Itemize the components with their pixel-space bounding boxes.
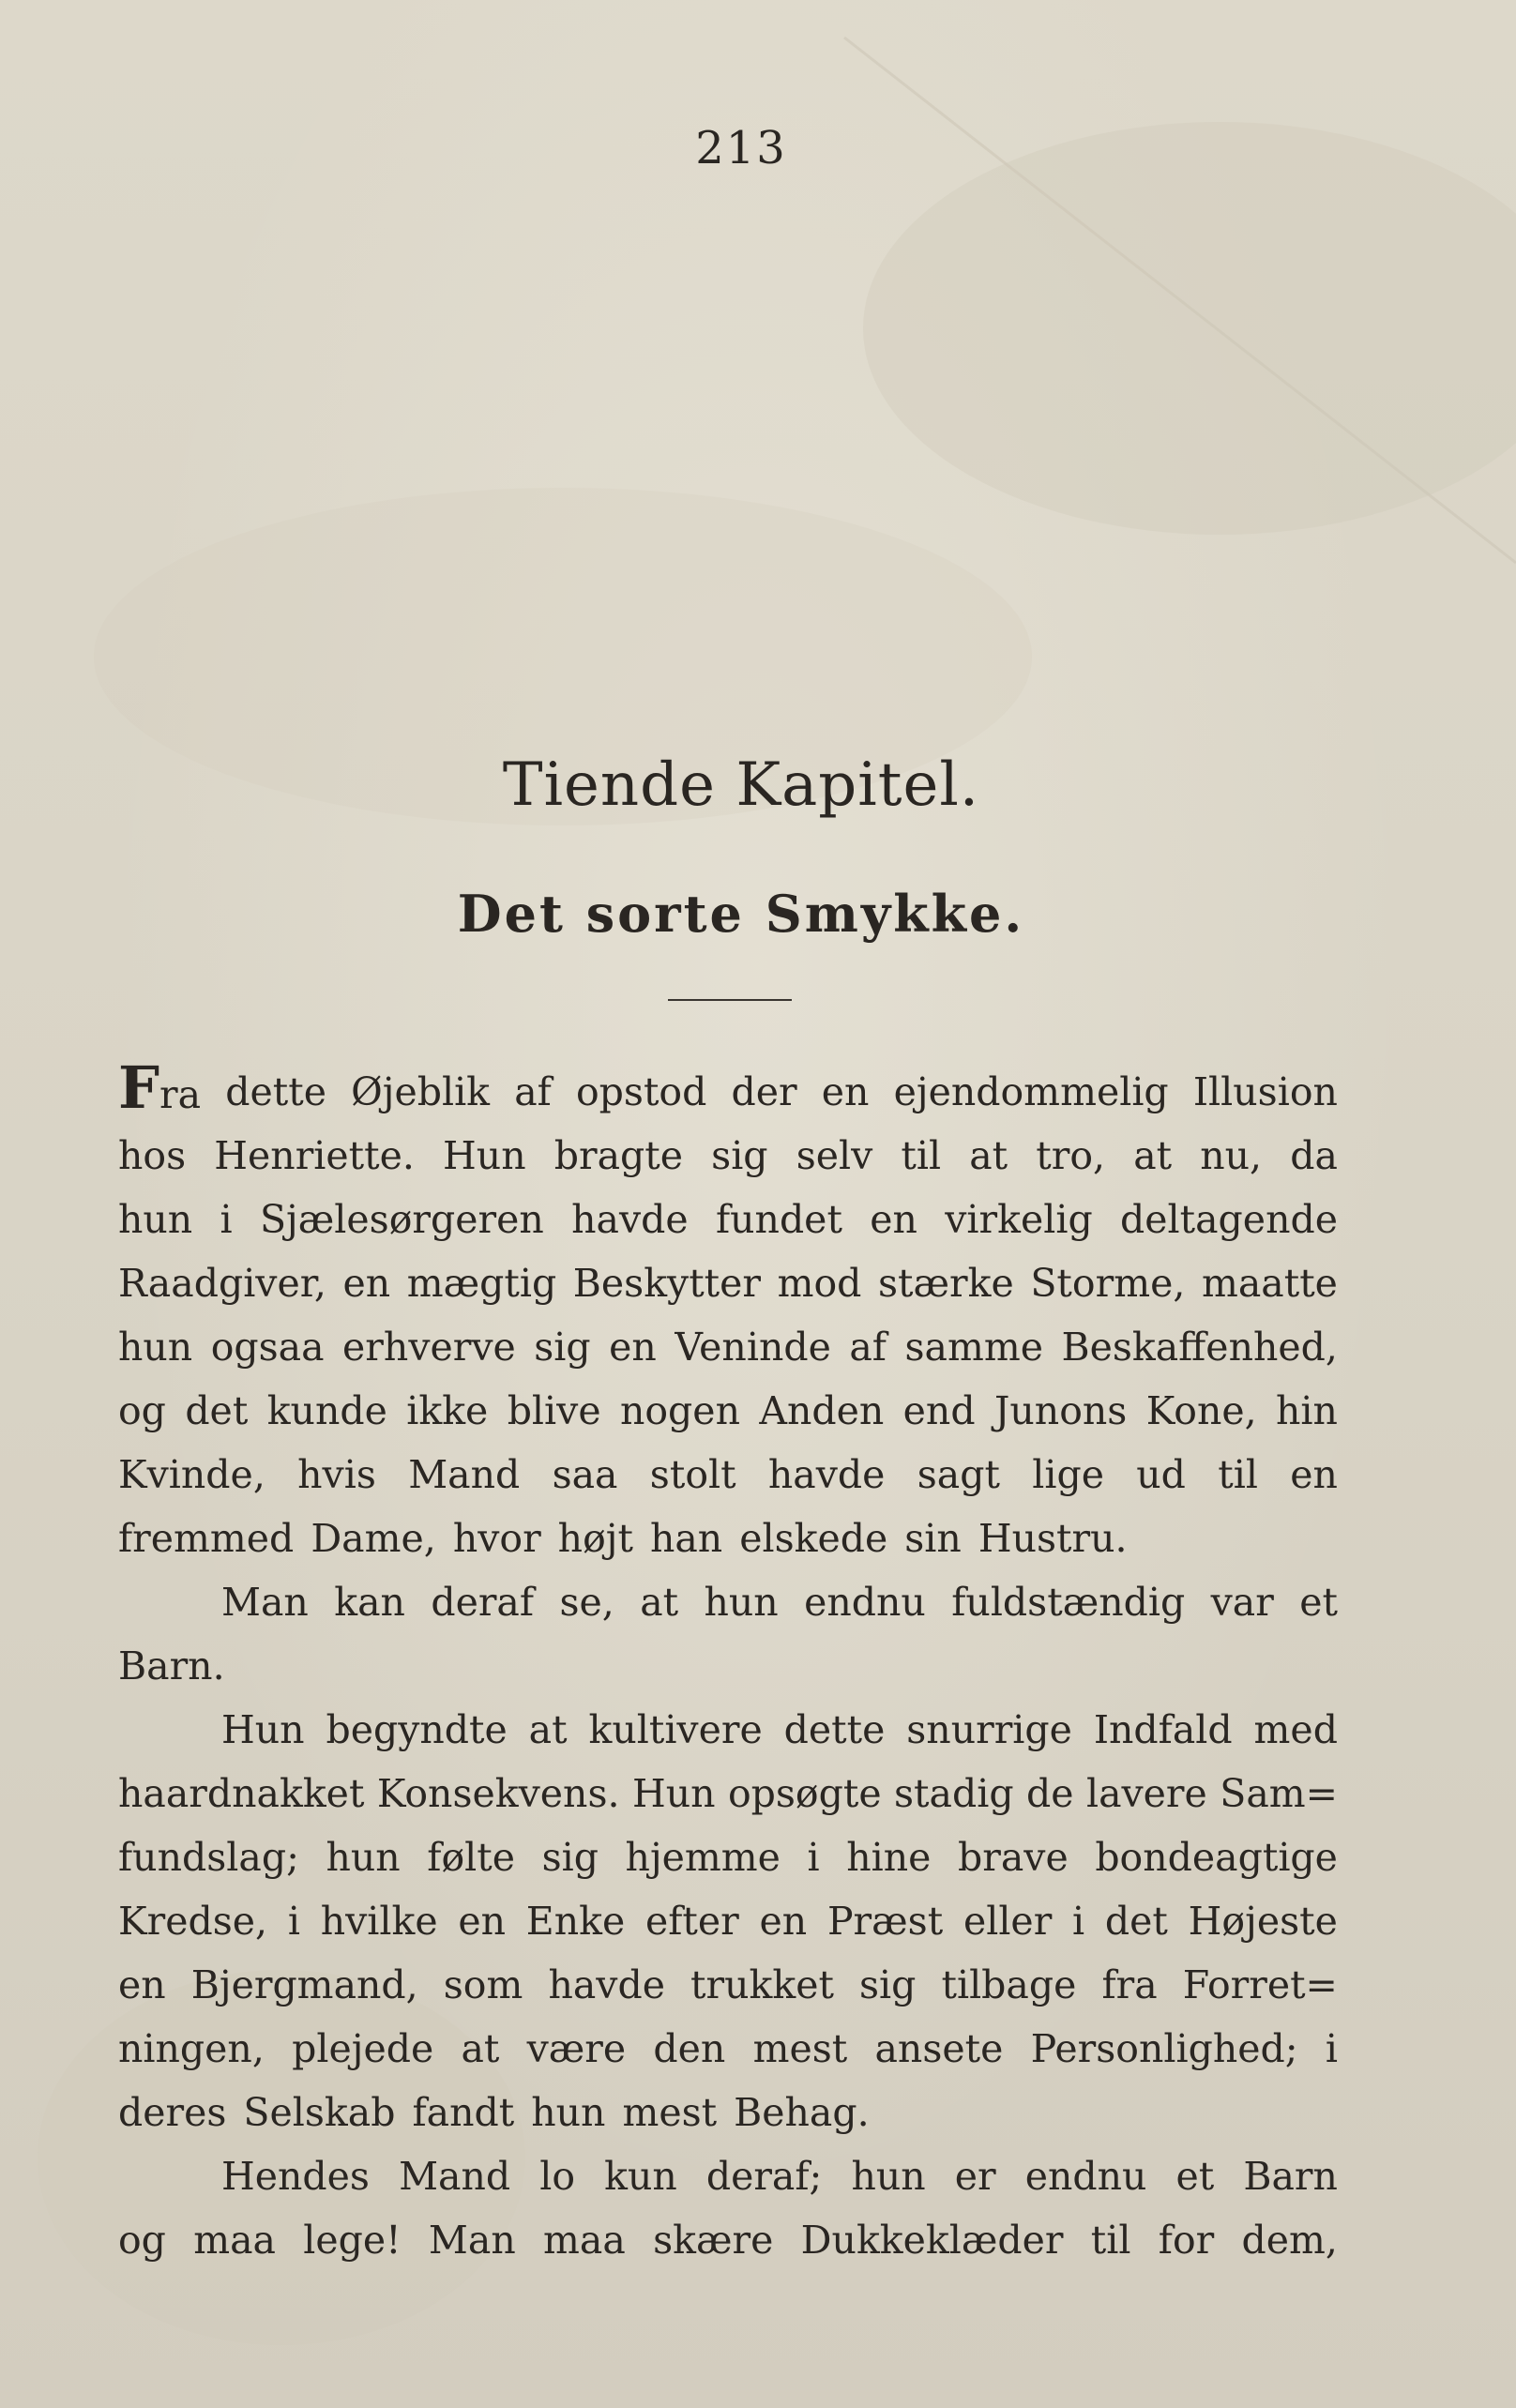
word: Storme, xyxy=(1030,1261,1186,1306)
word: sin xyxy=(904,1516,962,1561)
word: efter xyxy=(644,1899,739,1944)
word: Dame, xyxy=(311,1516,436,1561)
word: opstod xyxy=(575,1069,707,1114)
word: sig xyxy=(711,1133,768,1178)
word: lige xyxy=(1032,1452,1104,1497)
word: at xyxy=(1133,1133,1173,1178)
word: ejendommelig xyxy=(893,1069,1169,1114)
word: nu, xyxy=(1200,1133,1263,1178)
text-line xyxy=(118,2081,1338,2144)
word: af xyxy=(514,1069,552,1114)
word: Indfald xyxy=(1093,1707,1233,1752)
word: hun xyxy=(118,1197,193,1242)
word: end xyxy=(902,1388,976,1433)
word: i xyxy=(1072,1899,1085,1944)
word: en xyxy=(1290,1452,1338,1497)
word: Enke xyxy=(525,1899,626,1944)
word: at xyxy=(528,1707,568,1752)
word: Fra xyxy=(118,1053,202,1122)
word: hun xyxy=(326,1835,401,1880)
word: tro, xyxy=(1036,1133,1106,1178)
word: hos xyxy=(118,1133,187,1178)
word: Dukkeklæder xyxy=(800,2218,1064,2263)
chapter-title: Tiende Kapitel. xyxy=(502,750,980,820)
word: sig xyxy=(534,1325,591,1370)
word: havde xyxy=(548,1962,665,2007)
word: højt xyxy=(557,1516,633,1561)
word: at xyxy=(640,1580,679,1625)
word: Mand xyxy=(399,2154,511,2199)
text-line xyxy=(118,1634,1338,1698)
word: et xyxy=(1175,2154,1215,2199)
word: Mand xyxy=(408,1452,521,1497)
text-line xyxy=(118,1053,1338,1124)
word: ikke xyxy=(406,1388,489,1433)
word: Konsekvens. xyxy=(376,1771,620,1816)
word: at xyxy=(969,1133,1008,1178)
body-text xyxy=(118,1053,1338,2272)
word: haardnakket xyxy=(118,1771,365,1816)
word: han xyxy=(649,1516,723,1561)
text-line xyxy=(118,1315,1338,1379)
word: maatte xyxy=(1201,1261,1338,1306)
word: maa xyxy=(193,2218,276,2263)
word: en xyxy=(870,1197,917,1242)
word: blive xyxy=(507,1388,601,1433)
word: og xyxy=(118,1388,166,1433)
word: Barn. xyxy=(118,1643,225,1689)
word: til xyxy=(901,1133,942,1178)
word: og xyxy=(118,2218,166,2263)
word: selv xyxy=(796,1133,873,1178)
word: Selskab xyxy=(243,2090,396,2135)
word: virkelig xyxy=(945,1197,1093,1242)
word: til xyxy=(1218,1452,1258,1497)
word: maa xyxy=(543,2218,626,2263)
word: i xyxy=(220,1197,233,1242)
word: fundslag; xyxy=(118,1835,299,1880)
text-line xyxy=(118,1698,1338,1762)
word: en xyxy=(609,1325,657,1370)
word: snurrige xyxy=(906,1707,1072,1752)
word: Kvinde, xyxy=(118,1452,265,1497)
word: mægtig xyxy=(406,1261,557,1306)
word: erhverve xyxy=(342,1325,516,1370)
word: ud xyxy=(1136,1452,1186,1497)
section-divider xyxy=(668,999,792,1001)
word: fra xyxy=(1101,1962,1158,2007)
word: i xyxy=(1325,2026,1338,2071)
word: da xyxy=(1290,1133,1338,1178)
word: deres xyxy=(118,2090,227,2135)
word: ogsaa xyxy=(210,1325,325,1370)
word: Hendes xyxy=(221,2154,370,2199)
word: var xyxy=(1210,1580,1274,1625)
word: dem, xyxy=(1241,2218,1338,2263)
drop-cap: F xyxy=(118,1053,160,1122)
word: bragte xyxy=(553,1133,684,1178)
word: deraf xyxy=(431,1580,535,1625)
word: en xyxy=(759,1899,808,1944)
word: hine xyxy=(846,1835,932,1880)
word: hun xyxy=(118,1325,193,1370)
text-line xyxy=(118,1188,1338,1251)
word: det xyxy=(185,1388,249,1433)
word: Personlighed; xyxy=(1030,2026,1298,2071)
text-line xyxy=(118,1507,1338,1570)
word: Øjeblik xyxy=(351,1069,491,1114)
word: kunde xyxy=(266,1388,387,1433)
word: at xyxy=(461,2026,500,2071)
word: i xyxy=(287,1899,300,1944)
word: som xyxy=(443,1962,523,2007)
word: ningen, xyxy=(118,2026,265,2071)
word: lo xyxy=(539,2154,576,2199)
word: plejede xyxy=(292,2026,434,2071)
word: mest xyxy=(622,2090,718,2135)
word: opsøgte xyxy=(727,1771,882,1816)
word: ansete xyxy=(874,2026,1004,2071)
word: eller xyxy=(963,1899,1053,1944)
text-line xyxy=(118,1889,1338,1953)
text-line xyxy=(118,2144,1338,2208)
word: tilbage xyxy=(941,1962,1077,2007)
word: der xyxy=(731,1069,797,1114)
text-line xyxy=(118,2017,1338,2081)
word: Hun xyxy=(443,1133,526,1178)
word: Veninde xyxy=(675,1325,831,1370)
text-line xyxy=(118,1570,1338,1634)
word: fandt xyxy=(412,2090,515,2135)
text-line xyxy=(118,1443,1338,1507)
word: Kone, xyxy=(1145,1388,1257,1433)
word: et xyxy=(1299,1580,1338,1625)
word: Barn xyxy=(1243,2154,1338,2199)
word: deraf; xyxy=(705,2154,823,2199)
word: Forret= xyxy=(1182,1962,1338,2007)
text-line xyxy=(118,1825,1338,1889)
text-line xyxy=(118,2208,1338,2272)
word: stadig xyxy=(894,1771,1014,1816)
word: Kredse, xyxy=(118,1899,268,1944)
word: Man xyxy=(428,2218,516,2263)
word: lege! xyxy=(303,2218,402,2263)
word: Sam= xyxy=(1220,1771,1338,1816)
word: Beskytter xyxy=(572,1261,762,1306)
word: Raadgiver, xyxy=(118,1261,326,1306)
word: endnu xyxy=(1024,2154,1147,2199)
word: hin xyxy=(1276,1388,1338,1433)
word: følte xyxy=(427,1835,515,1880)
word: de xyxy=(1026,1771,1074,1816)
word: elskede xyxy=(739,1516,888,1561)
word: en xyxy=(342,1261,391,1306)
word: fremmed xyxy=(118,1516,295,1561)
word: en xyxy=(821,1069,870,1114)
word: en xyxy=(118,1962,166,2007)
word: Sjælesørgeren xyxy=(259,1197,544,1242)
word: begyndte xyxy=(326,1707,508,1752)
word: dette xyxy=(225,1069,326,1114)
word: Højeste xyxy=(1188,1899,1338,1944)
word: havde xyxy=(571,1197,689,1242)
word: saa xyxy=(552,1452,618,1497)
word: fundet xyxy=(715,1197,842,1242)
word: mod xyxy=(777,1261,862,1306)
word: dette xyxy=(783,1707,886,1752)
word: Illusion xyxy=(1192,1069,1338,1114)
word: hun xyxy=(531,2090,606,2135)
word: hvor xyxy=(452,1516,541,1561)
word: deltagende xyxy=(1120,1197,1338,1242)
word: i xyxy=(807,1835,820,1880)
word: kun xyxy=(604,2154,677,2199)
text-line xyxy=(118,1953,1338,2017)
word: til xyxy=(1090,2218,1131,2263)
word: Beskaffenhed, xyxy=(1061,1325,1338,1370)
word: hun xyxy=(704,1580,779,1625)
word: sagt xyxy=(917,1452,1000,1497)
word: skære xyxy=(653,2218,774,2263)
text-line xyxy=(118,1251,1338,1315)
word: se, xyxy=(559,1580,614,1625)
word: stærke xyxy=(878,1261,1014,1306)
word: endnu xyxy=(804,1580,926,1625)
word: sig xyxy=(859,1962,917,2007)
word: for xyxy=(1158,2218,1215,2263)
text-line xyxy=(118,1379,1338,1443)
word: brave xyxy=(958,1835,1069,1880)
word: Bjergmand, xyxy=(190,1962,418,2007)
word: stolt xyxy=(649,1452,736,1497)
word: bondeagtige xyxy=(1095,1835,1338,1880)
word: den xyxy=(653,2026,726,2071)
word: hvis xyxy=(297,1452,376,1497)
word: Man xyxy=(221,1580,309,1625)
page-number: 213 xyxy=(695,122,787,174)
word: kan xyxy=(334,1580,405,1625)
word: fuldstændig xyxy=(951,1580,1186,1625)
word: med xyxy=(1253,1707,1338,1752)
word: samme xyxy=(904,1325,1043,1370)
word: Hustru. xyxy=(978,1516,1128,1561)
text-line xyxy=(118,1124,1338,1188)
word: er xyxy=(954,2154,996,2199)
word: kultivere xyxy=(588,1707,763,1752)
word: havde xyxy=(767,1452,886,1497)
word: Henriette. xyxy=(214,1133,415,1178)
word: Anden xyxy=(759,1388,885,1433)
word: Junons xyxy=(993,1388,1128,1433)
word: være xyxy=(526,2026,627,2071)
word: mest xyxy=(752,2026,848,2071)
word: Hun xyxy=(631,1771,716,1816)
text-line xyxy=(118,1762,1338,1825)
word: af xyxy=(849,1325,887,1370)
chapter-subtitle: Det sorte Smykke. xyxy=(457,884,1025,944)
word: nogen xyxy=(619,1388,740,1433)
word: Præst xyxy=(826,1899,944,1944)
word: Hun xyxy=(221,1707,305,1752)
word: hvilke xyxy=(320,1899,438,1944)
word: Behag. xyxy=(734,2090,870,2135)
word: hun xyxy=(851,2154,926,2199)
word: en xyxy=(458,1899,507,1944)
word: lavere xyxy=(1085,1771,1207,1816)
word: trukket xyxy=(690,1962,834,2007)
word: det xyxy=(1104,1899,1168,1944)
word: sig xyxy=(541,1835,599,1880)
word: hjemme xyxy=(625,1835,781,1880)
